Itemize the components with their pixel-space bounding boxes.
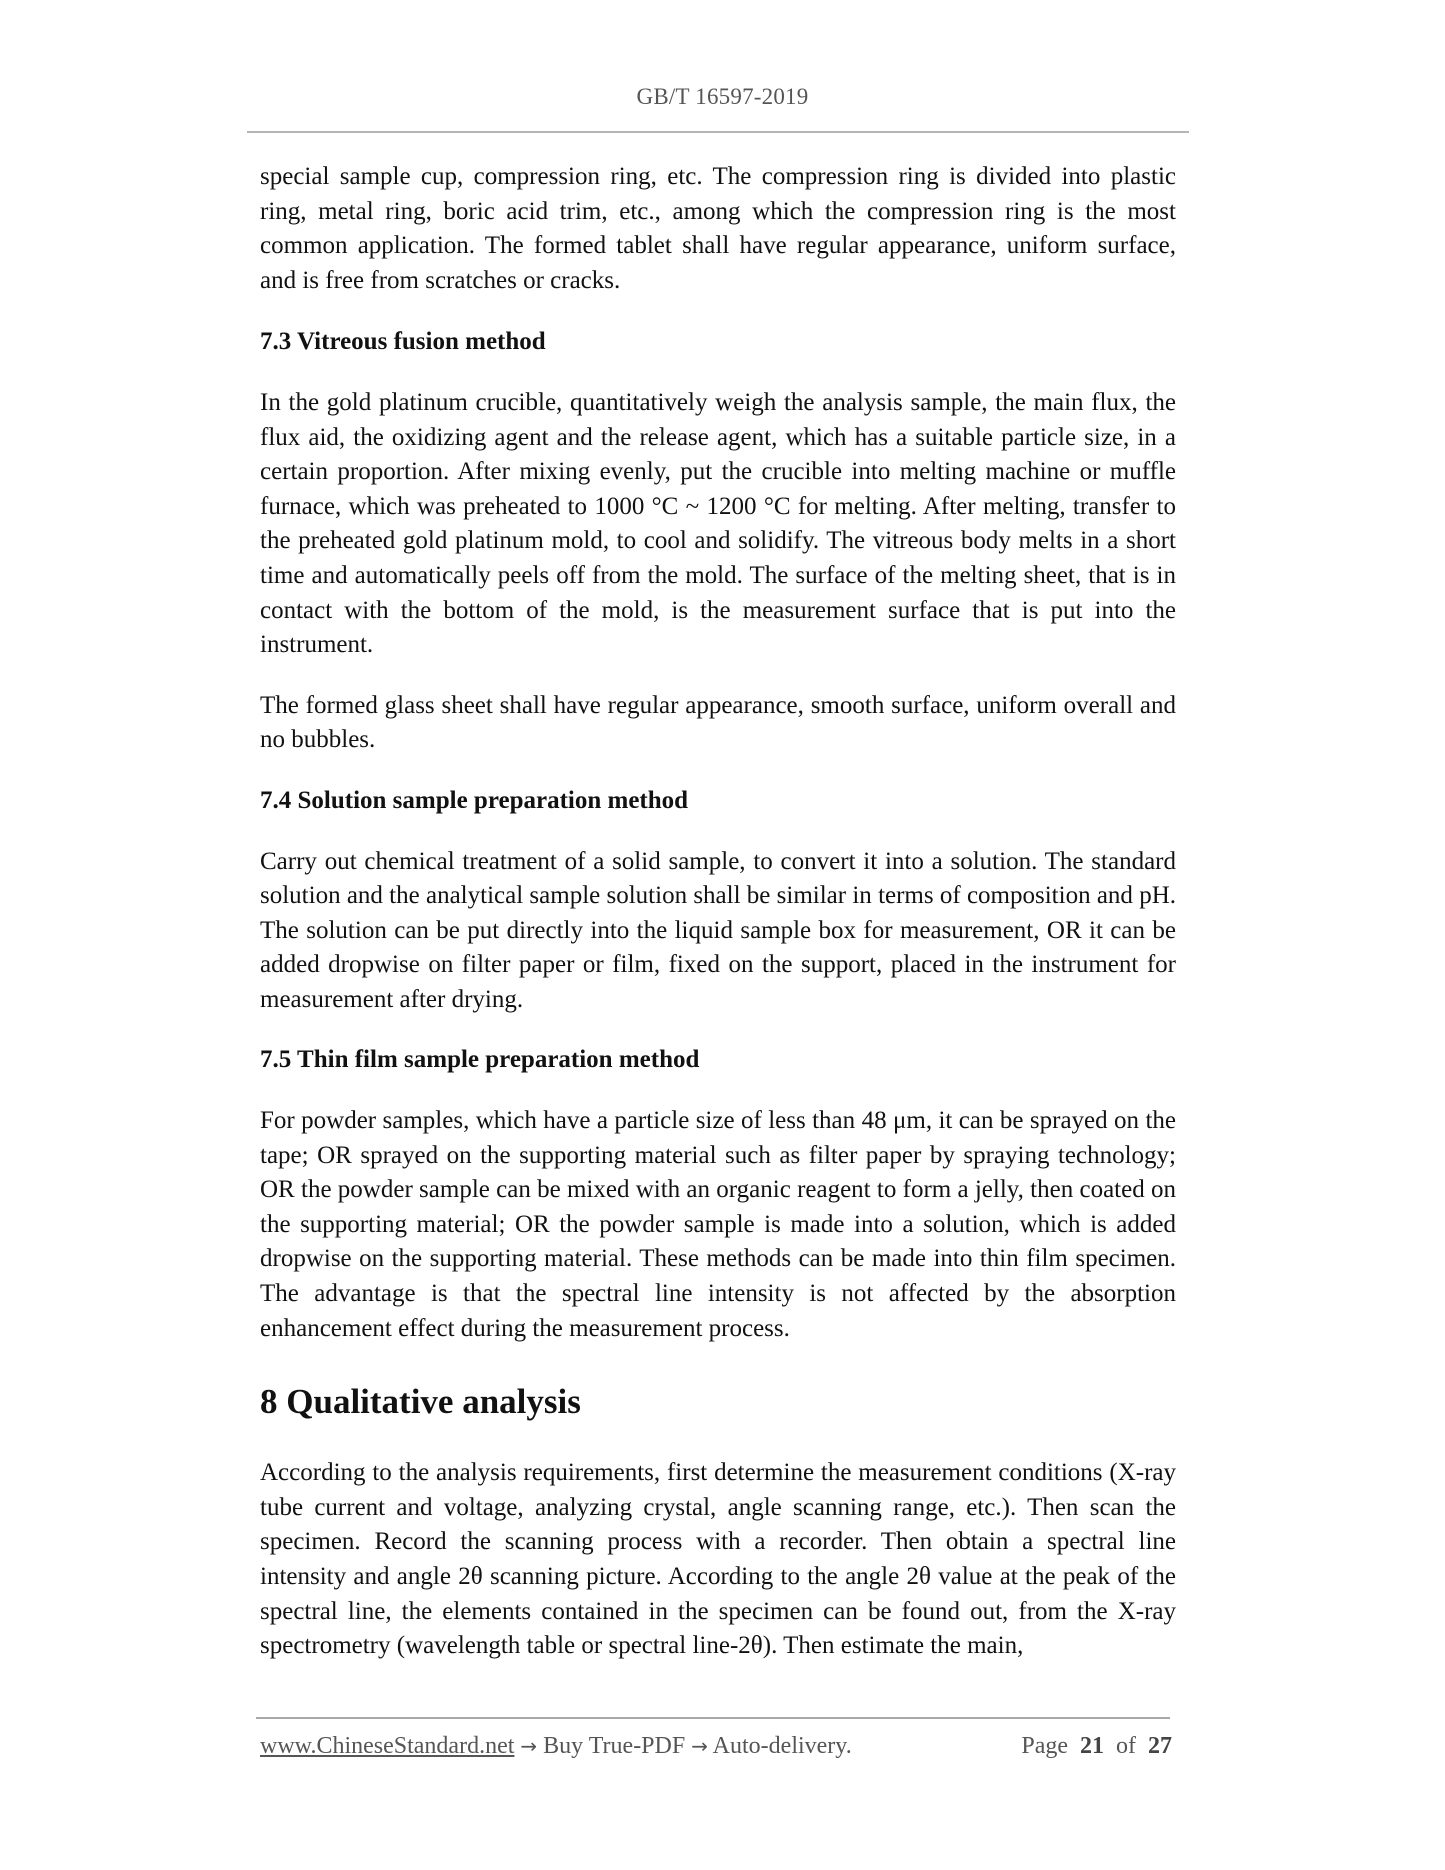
page-current: 21 [1080,1733,1104,1759]
footer-promo [260,1733,852,1760]
page-footer [260,1733,1172,1760]
delivery-text: Auto-delivery. [712,1733,852,1759]
paragraph-7-4-1: Carry out chemical treatment of a solid sample, to convert it into a solution. The standard solution and the analytical sample solution shall be similar in terms of composition and pH. The solution can be put directly into the liquid sample box for measurement, OR it can be added dropwise on filter paper or film, fixed on the support, placed in the instrument for measurement after drying. [260,847,1176,1013]
section-heading-7-4: 7.4 Solution sample preparation method [260,786,689,814]
paragraph-7-3-1: In the gold platinum crucible, quantitatively weigh the analysis sample, the main flux, the flux aid, the oxidizing agent and the release agent, which has a suitable particle size, in a certain proportion. After mixing evenly, put the crucible into melting machine or muffle furnace, which was preheated to 1000 °C ~ 1200 °C for melting. After melting, transfer to the preheated gold platinum mold, to cool and solidify. The vitreous body melts in a short time and automatically peels off from the mold. The surface of the melting sheet, that is in contact with the bottom of the mold, is the measurement surface that is put into the instrument. [260,388,1176,659]
section-heading-7-5: 7.5 Thin film sample preparation method [260,1046,700,1074]
paragraph-7-5-1: For powder samples, which have a particle size of less than 48 μm, it can be sprayed on the tape; OR sprayed on the supporting material such as filter paper by spraying technology; OR the powder sample can be mixed with an organic reagent to form a jelly, then coated on the supporting material; OR the powder sample is made into a solution, which is added dropwise on the supporting material. These methods can be made into thin film specimen. The advantage is that the spectral line intensity is not affected by the absorption enhancement effect during the measurement process. [260,1107,1176,1342]
arrow-right-icon: → [520,1734,538,1758]
paragraph-8-1: According to the analysis requirements, first determine the measurement conditions (X-ray tube current and voltage, analyzing crystal, angle scanning range, etc.). Then scan the specimen. Record the scanning process with a recorder. Then obtain a spectral line intensity and angle 2θ scanning picture. According to the angle 2θ value at the peak of the spectral line, the elements contained in the specimen can be found out, from the X-ray spectrometry (wavelength table or spectral line-2θ). Then estimate the main, [260,1459,1176,1660]
arrow-right-icon: → [691,1734,708,1758]
footer-divider [256,1717,1170,1719]
of-label: of [1116,1733,1136,1759]
paragraph-7-3-2: The formed glass sheet shall have regular appearance, smooth surface, uniform overall and no bubbles. [260,691,1176,754]
section-heading-8: 8 Qualitative analysis [260,1382,581,1422]
paragraph-intro: special sample cup, compression ring, etc. The compression ring is divided into plastic ring, metal ring, boric acid trim, etc., among which the compression ring is the most common application. The formed tablet shall have regular appearance, uniform surface, and is free from scratches or cracks. [260,163,1176,294]
site-link[interactable]: www.ChineseStandard.net [260,1733,515,1759]
page-number [1021,1733,1172,1760]
header-divider [247,131,1189,133]
document-header: GB/T 16597-2019 [636,84,809,109]
section-heading-7-3: 7.3 Vitreous fusion method [260,328,546,356]
buy-text: Buy True-PDF [543,1733,686,1759]
page-label: Page [1021,1733,1068,1759]
page-total: 27 [1148,1733,1172,1759]
page-body [260,160,1176,1690]
